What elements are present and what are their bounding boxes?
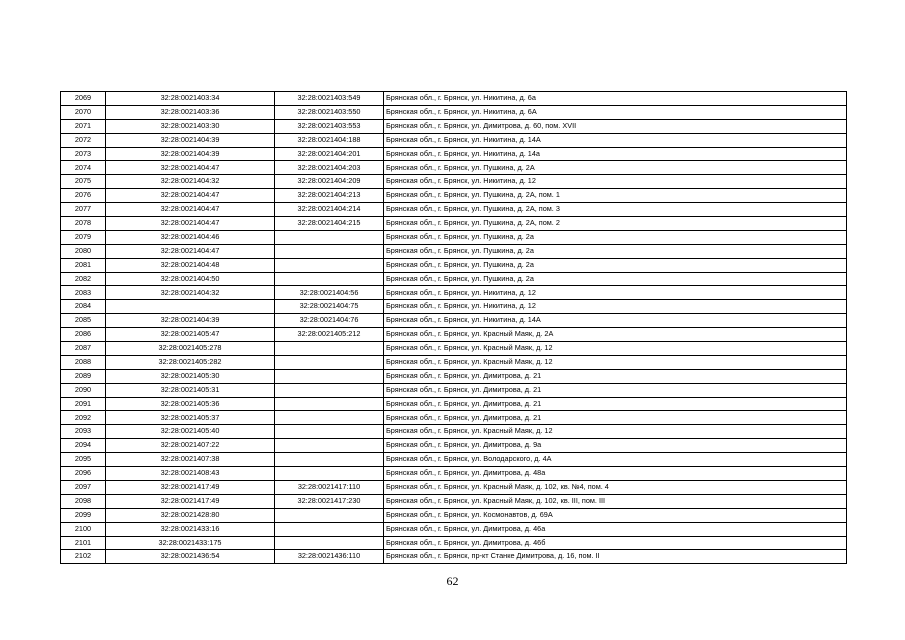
land-cadastral-number-cell: 32:28:0021407:22 bbox=[106, 439, 275, 453]
building-cadastral-number-cell bbox=[275, 258, 384, 272]
building-cadastral-number-cell: 32:28:0021404:76 bbox=[275, 314, 384, 328]
land-cadastral-number-cell: 32:28:0021404:47 bbox=[106, 217, 275, 231]
land-cadastral-number-cell: 32:28:0021404:46 bbox=[106, 230, 275, 244]
address-cell: Брянская обл., г. Брянск, ул. Красный Маяк, д. 102, кв. III, пом. III bbox=[384, 494, 847, 508]
row-number-cell: 2097 bbox=[61, 480, 106, 494]
address-cell: Брянская обл., г. Брянск, ул. Красный Маяк, д. 12 bbox=[384, 342, 847, 356]
land-cadastral-number-cell: 32:28:0021404:47 bbox=[106, 203, 275, 217]
table-row bbox=[61, 425, 847, 439]
building-cadastral-number-cell: 32:28:0021403:549 bbox=[275, 92, 384, 106]
registry-table-body bbox=[61, 92, 847, 564]
table-row bbox=[61, 508, 847, 522]
row-number-cell: 2078 bbox=[61, 217, 106, 231]
building-cadastral-number-cell: 32:28:0021436:110 bbox=[275, 550, 384, 564]
building-cadastral-number-cell bbox=[275, 411, 384, 425]
address-cell: Брянская обл., г. Брянск, ул. Красный Маяк, д. 12 bbox=[384, 355, 847, 369]
row-number-cell: 2076 bbox=[61, 189, 106, 203]
building-cadastral-number-cell bbox=[275, 536, 384, 550]
address-cell: Брянская обл., г. Брянск, ул. Красный Маяк, д. 12 bbox=[384, 425, 847, 439]
row-number-cell: 2090 bbox=[61, 383, 106, 397]
land-cadastral-number-cell: 32:28:0021417:49 bbox=[106, 480, 275, 494]
row-number-cell: 2095 bbox=[61, 453, 106, 467]
table-row bbox=[61, 467, 847, 481]
table-row bbox=[61, 286, 847, 300]
table-row bbox=[61, 189, 847, 203]
address-cell: Брянская обл., г. Брянск, ул. Володарского, д. 4А bbox=[384, 453, 847, 467]
row-number-cell: 2077 bbox=[61, 203, 106, 217]
land-cadastral-number-cell: 32:28:0021436:54 bbox=[106, 550, 275, 564]
table-row bbox=[61, 439, 847, 453]
address-cell: Брянская обл., г. Брянск, пр-кт Станке Димитрова, д. 16, пом. II bbox=[384, 550, 847, 564]
registry-table bbox=[60, 91, 847, 564]
table-row bbox=[61, 133, 847, 147]
row-number-cell: 2079 bbox=[61, 230, 106, 244]
table-row bbox=[61, 536, 847, 550]
land-cadastral-number-cell: 32:28:0021404:39 bbox=[106, 133, 275, 147]
building-cadastral-number-cell: 32:28:0021404:75 bbox=[275, 300, 384, 314]
table-row bbox=[61, 411, 847, 425]
table-row bbox=[61, 397, 847, 411]
row-number-cell: 2096 bbox=[61, 467, 106, 481]
row-number-cell: 2100 bbox=[61, 522, 106, 536]
building-cadastral-number-cell bbox=[275, 467, 384, 481]
table-row bbox=[61, 369, 847, 383]
address-cell: Брянская обл., г. Брянск, ул. Космонавтов, д. 69А bbox=[384, 508, 847, 522]
table-row bbox=[61, 494, 847, 508]
building-cadastral-number-cell bbox=[275, 369, 384, 383]
address-cell: Брянская обл., г. Брянск, ул. Пушкина, д. 2А bbox=[384, 161, 847, 175]
land-cadastral-number-cell: 32:28:0021405:36 bbox=[106, 397, 275, 411]
address-cell: Брянская обл., г. Брянск, ул. Никитина, д. 6а bbox=[384, 92, 847, 106]
building-cadastral-number-cell bbox=[275, 453, 384, 467]
building-cadastral-number-cell: 32:28:0021403:553 bbox=[275, 119, 384, 133]
table-row bbox=[61, 355, 847, 369]
row-number-cell: 2084 bbox=[61, 300, 106, 314]
table-row bbox=[61, 383, 847, 397]
land-cadastral-number-cell: 32:28:0021404:47 bbox=[106, 161, 275, 175]
land-cadastral-number-cell: 32:28:0021405:278 bbox=[106, 342, 275, 356]
address-cell: Брянская обл., г. Брянск, ул. Пушкина, д. 2а bbox=[384, 258, 847, 272]
table-row bbox=[61, 175, 847, 189]
building-cadastral-number-cell bbox=[275, 355, 384, 369]
building-cadastral-number-cell: 32:28:0021404:215 bbox=[275, 217, 384, 231]
building-cadastral-number-cell bbox=[275, 397, 384, 411]
row-number-cell: 2102 bbox=[61, 550, 106, 564]
row-number-cell: 2083 bbox=[61, 286, 106, 300]
address-cell: Брянская обл., г. Брянск, ул. Никитина, д. 14а bbox=[384, 147, 847, 161]
address-cell: Брянская обл., г. Брянск, ул. Димитрова, д. 9а bbox=[384, 439, 847, 453]
row-number-cell: 2069 bbox=[61, 92, 106, 106]
land-cadastral-number-cell: 32:28:0021404:48 bbox=[106, 258, 275, 272]
building-cadastral-number-cell: 32:28:0021404:213 bbox=[275, 189, 384, 203]
table-row bbox=[61, 342, 847, 356]
address-cell: Брянская обл., г. Брянск, ул. Пушкина, д. 2а bbox=[384, 272, 847, 286]
address-cell: Брянская обл., г. Брянск, ул. Пушкина, д. 2а bbox=[384, 244, 847, 258]
table-row bbox=[61, 258, 847, 272]
building-cadastral-number-cell: 32:28:0021417:230 bbox=[275, 494, 384, 508]
land-cadastral-number-cell: 32:28:0021407:38 bbox=[106, 453, 275, 467]
land-cadastral-number-cell: 32:28:0021408:43 bbox=[106, 467, 275, 481]
address-cell: Брянская обл., г. Брянск, ул. Димитрова, д. 21 bbox=[384, 397, 847, 411]
building-cadastral-number-cell: 32:28:0021404:56 bbox=[275, 286, 384, 300]
row-number-cell: 2091 bbox=[61, 397, 106, 411]
table-row bbox=[61, 328, 847, 342]
row-number-cell: 2085 bbox=[61, 314, 106, 328]
row-number-cell: 2081 bbox=[61, 258, 106, 272]
table-row bbox=[61, 453, 847, 467]
row-number-cell: 2073 bbox=[61, 147, 106, 161]
land-cadastral-number-cell: 32:28:0021403:30 bbox=[106, 119, 275, 133]
address-cell: Брянская обл., г. Брянск, ул. Никитина, д. 12 bbox=[384, 175, 847, 189]
row-number-cell: 2088 bbox=[61, 355, 106, 369]
land-cadastral-number-cell: 32:28:0021405:40 bbox=[106, 425, 275, 439]
table-row bbox=[61, 105, 847, 119]
building-cadastral-number-cell bbox=[275, 272, 384, 286]
land-cadastral-number-cell: 32:28:0021433:175 bbox=[106, 536, 275, 550]
building-cadastral-number-cell: 32:28:0021405:212 bbox=[275, 328, 384, 342]
building-cadastral-number-cell: 32:28:0021404:214 bbox=[275, 203, 384, 217]
land-cadastral-number-cell: 32:28:0021403:34 bbox=[106, 92, 275, 106]
address-cell: Брянская обл., г. Брянск, ул. Димитрова, д. 60, пом. XVII bbox=[384, 119, 847, 133]
row-number-cell: 2094 bbox=[61, 439, 106, 453]
land-cadastral-number-cell: 32:28:0021404:32 bbox=[106, 175, 275, 189]
page-number: 62 bbox=[446, 574, 459, 588]
land-cadastral-number-cell: 32:28:0021433:16 bbox=[106, 522, 275, 536]
table-row bbox=[61, 314, 847, 328]
row-number-cell: 2072 bbox=[61, 133, 106, 147]
building-cadastral-number-cell: 32:28:0021403:550 bbox=[275, 105, 384, 119]
building-cadastral-number-cell bbox=[275, 439, 384, 453]
address-cell: Брянская обл., г. Брянск, ул. Пушкина, д. 2А, пом. 1 bbox=[384, 189, 847, 203]
address-cell: Брянская обл., г. Брянск, ул. Димитрова, д. 46а bbox=[384, 522, 847, 536]
address-cell: Брянская обл., г. Брянск, ул. Красный Маяк, д. 102, кв. №4, пом. 4 bbox=[384, 480, 847, 494]
building-cadastral-number-cell: 32:28:0021404:188 bbox=[275, 133, 384, 147]
land-cadastral-number-cell: 32:28:0021428:80 bbox=[106, 508, 275, 522]
address-cell: Брянская обл., г. Брянск, ул. Димитрова, д. 48а bbox=[384, 467, 847, 481]
table-row bbox=[61, 272, 847, 286]
table-row bbox=[61, 550, 847, 564]
building-cadastral-number-cell: 32:28:0021417:110 bbox=[275, 480, 384, 494]
row-number-cell: 2093 bbox=[61, 425, 106, 439]
address-cell: Брянская обл., г. Брянск, ул. Димитрова, д. 21 bbox=[384, 369, 847, 383]
land-cadastral-number-cell bbox=[106, 300, 275, 314]
registry-sheet bbox=[60, 91, 846, 564]
row-number-cell: 2089 bbox=[61, 369, 106, 383]
land-cadastral-number-cell: 32:28:0021417:49 bbox=[106, 494, 275, 508]
address-cell: Брянская обл., г. Брянск, ул. Никитина, д. 12 bbox=[384, 286, 847, 300]
table-row bbox=[61, 203, 847, 217]
building-cadastral-number-cell bbox=[275, 342, 384, 356]
land-cadastral-number-cell: 32:28:0021405:282 bbox=[106, 355, 275, 369]
row-number-cell: 2099 bbox=[61, 508, 106, 522]
land-cadastral-number-cell: 32:28:0021403:36 bbox=[106, 105, 275, 119]
address-cell: Брянская обл., г. Брянск, ул. Никитина, д. 6А bbox=[384, 105, 847, 119]
address-cell: Брянская обл., г. Брянск, ул. Пушкина, д. 2А, пом. 2 bbox=[384, 217, 847, 231]
address-cell: Брянская обл., г. Брянск, ул. Димитрова, д. 21 bbox=[384, 411, 847, 425]
table-row bbox=[61, 161, 847, 175]
table-row bbox=[61, 300, 847, 314]
address-cell: Брянская обл., г. Брянск, ул. Димитрова, д. 46б bbox=[384, 536, 847, 550]
table-row bbox=[61, 217, 847, 231]
land-cadastral-number-cell: 32:28:0021405:37 bbox=[106, 411, 275, 425]
land-cadastral-number-cell: 32:28:0021405:31 bbox=[106, 383, 275, 397]
land-cadastral-number-cell: 32:28:0021404:47 bbox=[106, 189, 275, 203]
table-row bbox=[61, 480, 847, 494]
land-cadastral-number-cell: 32:28:0021404:47 bbox=[106, 244, 275, 258]
land-cadastral-number-cell: 32:28:0021404:39 bbox=[106, 314, 275, 328]
table-row bbox=[61, 119, 847, 133]
land-cadastral-number-cell: 32:28:0021405:30 bbox=[106, 369, 275, 383]
table-row bbox=[61, 147, 847, 161]
building-cadastral-number-cell bbox=[275, 230, 384, 244]
row-number-cell: 2092 bbox=[61, 411, 106, 425]
table-row bbox=[61, 522, 847, 536]
row-number-cell: 2075 bbox=[61, 175, 106, 189]
address-cell: Брянская обл., г. Брянск, ул. Никитина, д. 14А bbox=[384, 133, 847, 147]
row-number-cell: 2074 bbox=[61, 161, 106, 175]
address-cell: Брянская обл., г. Брянск, ул. Пушкина, д. 2а bbox=[384, 230, 847, 244]
row-number-cell: 2080 bbox=[61, 244, 106, 258]
row-number-cell: 2101 bbox=[61, 536, 106, 550]
building-cadastral-number-cell bbox=[275, 383, 384, 397]
building-cadastral-number-cell bbox=[275, 522, 384, 536]
land-cadastral-number-cell: 32:28:0021404:39 bbox=[106, 147, 275, 161]
building-cadastral-number-cell bbox=[275, 508, 384, 522]
table-row bbox=[61, 92, 847, 106]
table-row bbox=[61, 244, 847, 258]
address-cell: Брянская обл., г. Брянск, ул. Никитина, д. 12 bbox=[384, 300, 847, 314]
row-number-cell: 2086 bbox=[61, 328, 106, 342]
address-cell: Брянская обл., г. Брянск, ул. Пушкина, д. 2А, пом. 3 bbox=[384, 203, 847, 217]
row-number-cell: 2082 bbox=[61, 272, 106, 286]
address-cell: Брянская обл., г. Брянск, ул. Димитрова, д. 21 bbox=[384, 383, 847, 397]
row-number-cell: 2071 bbox=[61, 119, 106, 133]
building-cadastral-number-cell bbox=[275, 244, 384, 258]
building-cadastral-number-cell: 32:28:0021404:203 bbox=[275, 161, 384, 175]
land-cadastral-number-cell: 32:28:0021405:47 bbox=[106, 328, 275, 342]
row-number-cell: 2087 bbox=[61, 342, 106, 356]
row-number-cell: 2070 bbox=[61, 105, 106, 119]
land-cadastral-number-cell: 32:28:0021404:50 bbox=[106, 272, 275, 286]
building-cadastral-number-cell bbox=[275, 425, 384, 439]
address-cell: Брянская обл., г. Брянск, ул. Красный Маяк, д. 2А bbox=[384, 328, 847, 342]
address-cell: Брянская обл., г. Брянск, ул. Никитина, д. 14А bbox=[384, 314, 847, 328]
table-row bbox=[61, 230, 847, 244]
building-cadastral-number-cell: 32:28:0021404:201 bbox=[275, 147, 384, 161]
row-number-cell: 2098 bbox=[61, 494, 106, 508]
land-cadastral-number-cell: 32:28:0021404:32 bbox=[106, 286, 275, 300]
building-cadastral-number-cell: 32:28:0021404:209 bbox=[275, 175, 384, 189]
